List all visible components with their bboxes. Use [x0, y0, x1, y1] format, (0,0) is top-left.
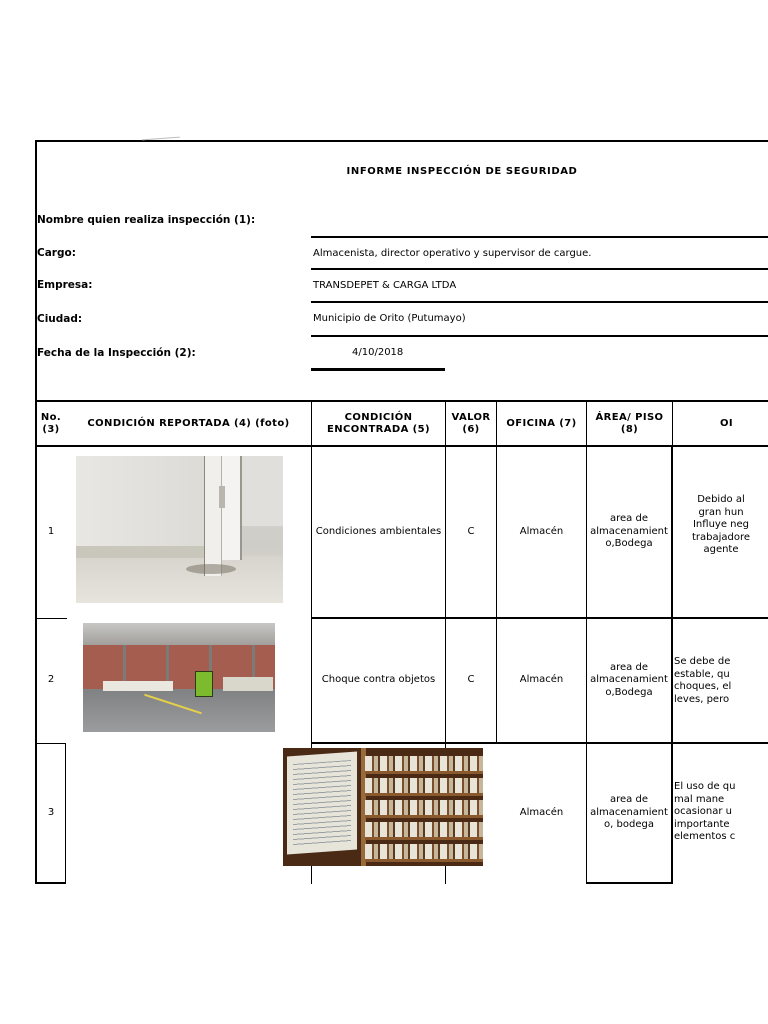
- inspector-name-label: Nombre quien realiza inspección (1):: [37, 214, 256, 226]
- row-1-valor: C: [467, 525, 475, 537]
- ciudad-label: Ciudad:: [37, 313, 83, 325]
- column-divider: [671, 447, 673, 884]
- header-no: No. (3): [40, 412, 62, 435]
- empresa-line: [311, 301, 768, 303]
- row-1-no: 1: [47, 525, 55, 537]
- header-divider: [311, 402, 312, 446]
- warehouse-photo: [83, 623, 275, 732]
- header-divider: [586, 402, 587, 446]
- ciudad-value: Municipio de Orito (Putumayo): [313, 313, 466, 324]
- fecha-label: Fecha de la Inspección (2):: [37, 347, 196, 359]
- empresa-label: Empresa:: [37, 279, 93, 291]
- column-divider: [65, 743, 66, 884]
- row-divider: [586, 882, 672, 884]
- row-2-no: 2: [47, 674, 55, 686]
- obs-line: mal mane: [674, 793, 725, 805]
- row-1-observacion: [674, 494, 768, 557]
- row-3-oficina: Almacén: [519, 806, 564, 818]
- row-2-observacion: [674, 656, 768, 706]
- cargo-value: Almacenista, director operativo y supervisor de cargue.: [313, 248, 592, 259]
- inspector-name-line: [311, 236, 768, 238]
- header-condicion-encontrada: CONDICIÓN ENCONTRADA (5): [327, 412, 430, 435]
- obs-line: gran hun: [698, 506, 744, 518]
- obs-line: agente: [703, 544, 739, 555]
- header-divider: [445, 402, 446, 446]
- corner-mark: [142, 137, 180, 144]
- obs-line: elementos c: [674, 831, 736, 842]
- obs-line: El uso de qu: [674, 781, 736, 792]
- header-oficina: OFICINA (7): [506, 418, 577, 429]
- row-1-condicion: Condiciones ambientales: [315, 525, 442, 537]
- row-2-area: area de almacenamient o,Bodega: [590, 661, 668, 698]
- fecha-value: 4/10/2018: [352, 347, 404, 358]
- row-3-observacion: [674, 781, 768, 844]
- fecha-line: [311, 368, 445, 371]
- obs-line: Influye neg: [692, 519, 749, 530]
- row-2-condicion: Choque contra objetos: [321, 674, 436, 686]
- header-observaciones: OI: [720, 418, 734, 429]
- obs-line: choques, el: [674, 681, 732, 692]
- header-condicion-reportada: CONDICIÓN REPORTADA (4) (foto): [87, 418, 290, 429]
- obs-line: trabajadore: [691, 531, 751, 543]
- obs-line: estable, qu: [674, 668, 730, 680]
- empresa-value: TRANSDEPET & CARGA LTDA: [313, 280, 457, 291]
- obs-line: leves, pero: [674, 693, 730, 705]
- cargo-line: [311, 268, 768, 270]
- header-area-piso: ÁREA/ PISO (8): [595, 412, 664, 435]
- row-2-oficina: Almacén: [519, 674, 564, 686]
- row-1-oficina: Almacén: [519, 525, 564, 537]
- obs-line: Debido al: [697, 494, 745, 505]
- row-2-valor: C: [467, 674, 475, 686]
- obs-line: ocasionar u: [674, 806, 732, 817]
- header-divider: [496, 402, 497, 446]
- row-3-area: area de almacenamient o, bodega: [590, 794, 668, 831]
- row-1-area: area de almacenamient o,Bodega: [590, 513, 668, 550]
- header-divider: [672, 402, 673, 446]
- row-divider: [35, 882, 66, 884]
- cargo-label: Cargo:: [37, 247, 76, 259]
- header-valor: VALOR (6): [451, 412, 491, 435]
- wall-corner-photo: [76, 456, 283, 603]
- ciudad-line: [311, 335, 768, 337]
- chemical-shelves-photo: [283, 748, 483, 866]
- report-title: INFORME INSPECCIÓN DE SEGURIDAD: [346, 166, 578, 177]
- row-3-no: 3: [47, 806, 55, 818]
- obs-line: Se debe de: [674, 656, 731, 667]
- obs-line: importante: [674, 818, 730, 830]
